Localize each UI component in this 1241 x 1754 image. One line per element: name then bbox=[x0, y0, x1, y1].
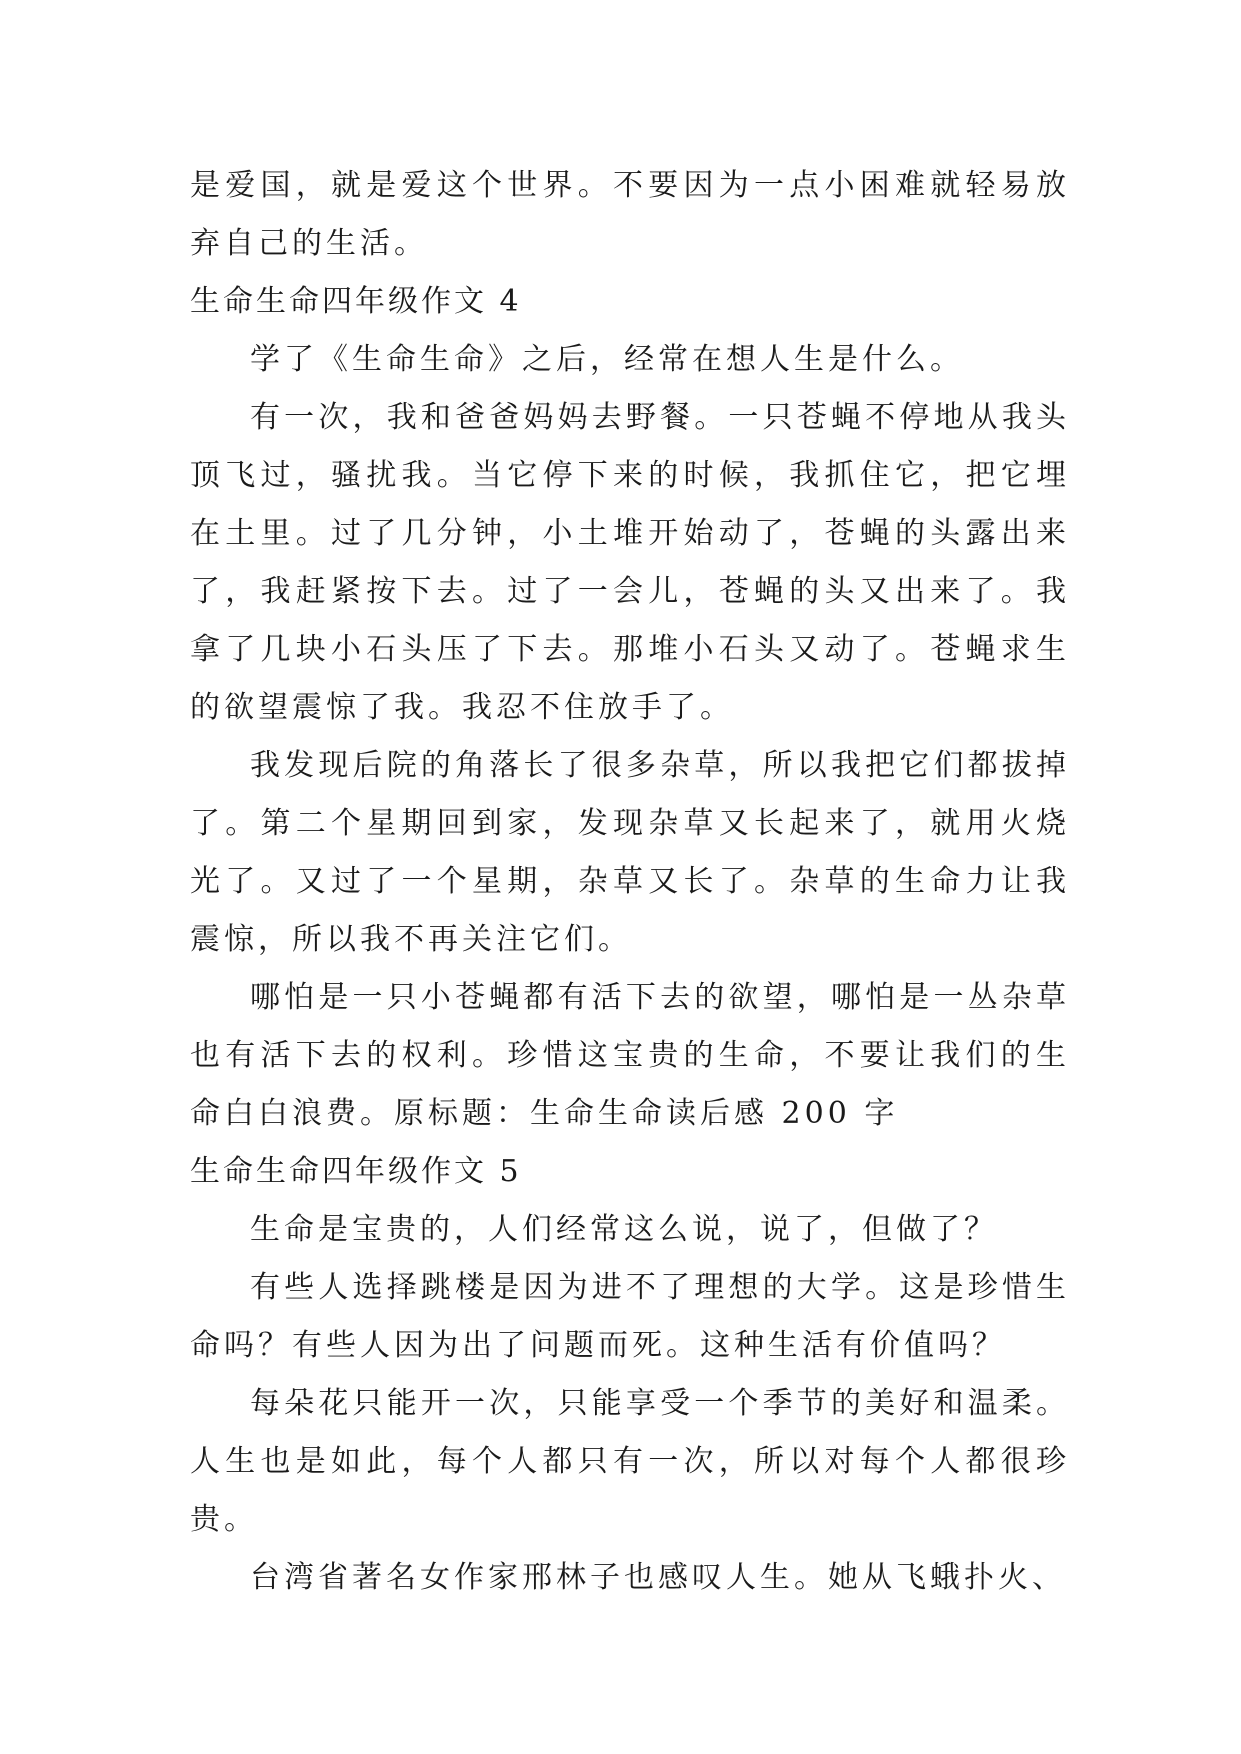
paragraph: 有一次，我和爸爸妈妈去野餐。一只苍蝇不停地从我头顶飞过，骚扰我。当它停下来的时候，我抓住它，把它埋在土里。过了几分钟，小土堆开始动了，苍蝇的头露出来了，我赶紧按下去。过了一会儿，苍蝇的头又出来了。我拿了几块小石头压了下去。那堆小石头又动了。苍蝇求生的欲望震惊了我。我忍不住放手了。 bbox=[190, 400, 1070, 725]
paragraph: 生命是宝贵的，人们经常这么说，说了，但做了？ bbox=[250, 1212, 998, 1247]
paragraph: 台湾省著名女作家邢林子也感叹人生。她从飞蛾扑火、 bbox=[250, 1560, 1066, 1595]
section-heading-4: 生命生命四年级作文 4 bbox=[190, 284, 522, 319]
paragraph-continuation: 是爱国，就是爱这个世界。不要因为一点小困难就轻易放弃自己的生活。 bbox=[190, 168, 1070, 261]
paragraph: 有些人选择跳楼是因为进不了理想的大学。这是珍惜生命吗？有些人因为出了问题而死。这种生活有价值吗？ bbox=[190, 1270, 1070, 1363]
section-heading-5: 生命生命四年级作文 5 bbox=[190, 1154, 522, 1189]
paragraph: 哪怕是一只小苍蝇都有活下去的欲望，哪怕是一丛杂草也有活下去的权利。珍惜这宝贵的生命，不要让我们的生命白白浪费。原标题：生命生命读后感 200 字 bbox=[190, 980, 1070, 1131]
paragraph: 学了《生命生命》之后，经常在想人生是什么。 bbox=[250, 342, 964, 377]
document-page bbox=[190, 157, 1070, 1607]
paragraph: 我发现后院的角落长了很多杂草，所以我把它们都拔掉了。第二个星期回到家，发现杂草又长起来了，就用火烧光了。又过了一个星期，杂草又长了。杂草的生命力让我震惊，所以我不再关注它们。 bbox=[190, 748, 1070, 957]
paragraph: 每朵花只能开一次，只能享受一个季节的美好和温柔。人生也是如此，每个人都只有一次，所以对每个人都很珍贵。 bbox=[190, 1386, 1070, 1537]
